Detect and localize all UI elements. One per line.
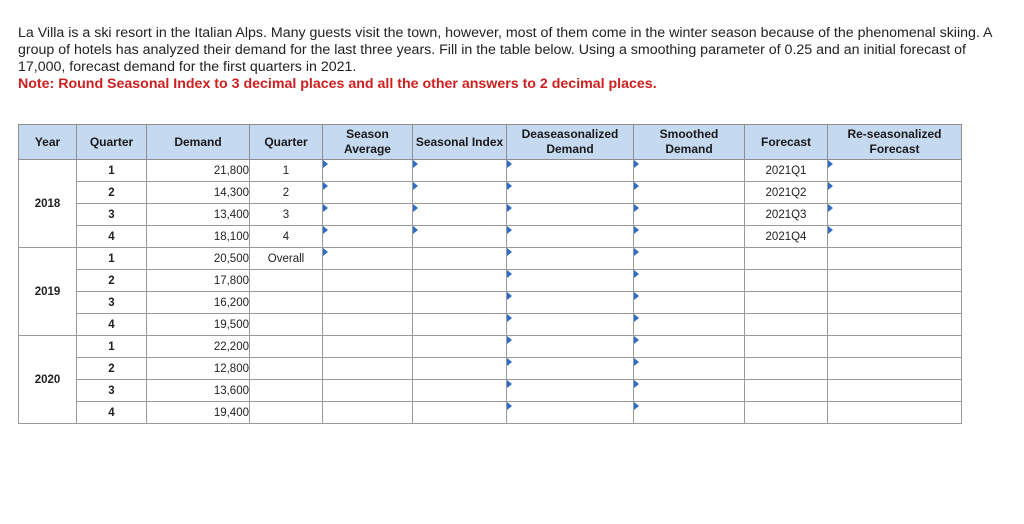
smoothed-demand-input[interactable] — [634, 336, 745, 358]
input-marker-icon — [413, 204, 418, 212]
input-marker-icon — [634, 270, 639, 278]
empty-cell — [828, 314, 962, 336]
input-marker-icon — [634, 402, 639, 410]
quarter-label-cell — [250, 314, 323, 336]
input-marker-icon — [323, 160, 328, 168]
deseasonalized-demand-input[interactable] — [507, 270, 634, 292]
deseasonalized-demand-input[interactable] — [507, 248, 634, 270]
header-seasonal-index: Seasonal Index — [413, 125, 507, 160]
input-marker-icon — [507, 292, 512, 300]
empty-cell — [323, 358, 413, 380]
quarter-label-cell: Overall — [250, 248, 323, 270]
demand-cell: 12,800 — [147, 358, 250, 380]
forecast-cell — [745, 402, 828, 424]
deseasonalized-demand-input[interactable] — [507, 226, 634, 248]
forecast-cell: 2021Q3 — [745, 204, 828, 226]
empty-cell — [413, 402, 507, 424]
header-quarter: Quarter — [77, 125, 147, 160]
quarter-cell: 3 — [77, 292, 147, 314]
deseasonalized-demand-input[interactable] — [507, 336, 634, 358]
reseasonalized-forecast-input[interactable] — [828, 160, 962, 182]
demand-cell: 14,300 — [147, 182, 250, 204]
header-smoothed-demand: Smoothed Demand — [634, 125, 745, 160]
forecast-cell: 2021Q1 — [745, 160, 828, 182]
input-marker-icon — [507, 226, 512, 234]
input-marker-icon — [507, 204, 512, 212]
input-marker-icon — [323, 248, 328, 256]
empty-cell — [413, 336, 507, 358]
deseasonalized-demand-input[interactable] — [507, 182, 634, 204]
header-year: Year — [19, 125, 77, 160]
quarter-label-cell — [250, 358, 323, 380]
reseasonalized-forecast-input[interactable] — [828, 204, 962, 226]
input-marker-icon — [413, 226, 418, 234]
input-marker-icon — [634, 336, 639, 344]
table-row — [19, 270, 962, 292]
input-marker-icon — [634, 314, 639, 322]
header-demand: Demand — [147, 125, 250, 160]
table-row — [19, 226, 962, 248]
smoothed-demand-input[interactable] — [634, 226, 745, 248]
empty-cell — [413, 358, 507, 380]
seasonal-index-input[interactable] — [413, 226, 507, 248]
quarter-label-cell — [250, 292, 323, 314]
header-deseasonalized-demand: Deaseasonalized Demand — [507, 125, 634, 160]
empty-cell — [828, 292, 962, 314]
input-marker-icon — [634, 204, 639, 212]
input-marker-icon — [413, 182, 418, 190]
quarter-cell: 4 — [77, 314, 147, 336]
input-marker-icon — [323, 226, 328, 234]
empty-cell — [828, 358, 962, 380]
reseasonalized-forecast-input[interactable] — [828, 226, 962, 248]
empty-cell — [323, 380, 413, 402]
input-marker-icon — [323, 204, 328, 212]
quarter-cell: 1 — [77, 336, 147, 358]
quarter-label-cell — [250, 380, 323, 402]
seasonal-index-input[interactable] — [413, 204, 507, 226]
season-average-input[interactable] — [323, 204, 413, 226]
season-average-input[interactable] — [323, 226, 413, 248]
header-quarter-2: Quarter — [250, 125, 323, 160]
empty-cell — [828, 248, 962, 270]
input-marker-icon — [323, 182, 328, 190]
demand-cell: 19,500 — [147, 314, 250, 336]
input-marker-icon — [507, 314, 512, 322]
table-row — [19, 380, 962, 402]
reseasonalized-forecast-input[interactable] — [828, 182, 962, 204]
deseasonalized-demand-input[interactable] — [507, 314, 634, 336]
input-marker-icon — [634, 292, 639, 300]
smoothed-demand-input[interactable] — [634, 204, 745, 226]
demand-cell: 22,200 — [147, 336, 250, 358]
input-marker-icon — [828, 204, 833, 212]
quarter-label-cell: 3 — [250, 204, 323, 226]
table-row — [19, 204, 962, 226]
empty-cell — [413, 248, 507, 270]
input-marker-icon — [634, 160, 639, 168]
quarter-label-cell: 4 — [250, 226, 323, 248]
quarter-label-cell: 1 — [250, 160, 323, 182]
table-row — [19, 160, 962, 182]
smoothed-demand-input[interactable] — [634, 380, 745, 402]
seasonal-index-input[interactable] — [413, 160, 507, 182]
smoothed-demand-input[interactable] — [634, 248, 745, 270]
demand-cell: 16,200 — [147, 292, 250, 314]
smoothed-demand-input[interactable] — [634, 314, 745, 336]
input-marker-icon — [507, 336, 512, 344]
demand-cell: 21,800 — [147, 160, 250, 182]
smoothed-demand-input[interactable] — [634, 160, 745, 182]
quarter-label-cell — [250, 270, 323, 292]
deseasonalized-demand-input[interactable] — [507, 204, 634, 226]
forecast-cell — [745, 336, 828, 358]
empty-cell — [413, 314, 507, 336]
demand-cell: 17,800 — [147, 270, 250, 292]
forecast-cell — [745, 314, 828, 336]
empty-cell — [323, 270, 413, 292]
demand-cell: 19,400 — [147, 402, 250, 424]
empty-cell — [413, 292, 507, 314]
demand-cell: 20,500 — [147, 248, 250, 270]
input-marker-icon — [634, 358, 639, 366]
season-average-input[interactable] — [323, 160, 413, 182]
table-row — [19, 402, 962, 424]
input-marker-icon — [634, 248, 639, 256]
deseasonalized-demand-input[interactable] — [507, 292, 634, 314]
deseasonalized-demand-input[interactable] — [507, 160, 634, 182]
header-season-average: Season Average — [323, 125, 413, 160]
empty-cell — [323, 314, 413, 336]
quarter-cell: 1 — [77, 160, 147, 182]
table-row — [19, 336, 962, 358]
input-marker-icon — [828, 182, 833, 190]
empty-cell — [413, 270, 507, 292]
smoothed-demand-input[interactable] — [634, 358, 745, 380]
input-marker-icon — [507, 160, 512, 168]
season-average-input[interactable] — [323, 182, 413, 204]
demand-cell: 13,600 — [147, 380, 250, 402]
input-marker-icon — [634, 380, 639, 388]
input-marker-icon — [828, 160, 833, 168]
empty-cell — [413, 380, 507, 402]
deseasonalized-demand-input[interactable] — [507, 380, 634, 402]
quarter-cell: 4 — [77, 226, 147, 248]
input-marker-icon — [507, 270, 512, 278]
problem-statement — [18, 25, 1008, 93]
year-cell: 2019 — [19, 248, 77, 336]
empty-cell — [828, 380, 962, 402]
smoothed-demand-input[interactable] — [634, 402, 745, 424]
header-forecast: Forecast — [745, 125, 828, 160]
table-row — [19, 314, 962, 336]
empty-cell — [323, 402, 413, 424]
header-row — [19, 125, 962, 160]
quarter-label-cell — [250, 402, 323, 424]
input-marker-icon — [507, 182, 512, 190]
smoothed-demand-input[interactable] — [634, 182, 745, 204]
forecast-cell: 2021Q2 — [745, 182, 828, 204]
forecast-cell — [745, 270, 828, 292]
season-average-input[interactable] — [323, 248, 413, 270]
input-marker-icon — [828, 226, 833, 234]
forecast-cell — [745, 380, 828, 402]
quarter-cell: 2 — [77, 182, 147, 204]
problem-note: Note: Round Seasonal Index to 3 decimal places and all the other answers to 2 decimal places. — [18, 76, 657, 92]
year-cell: 2020 — [19, 336, 77, 424]
forecast-cell: 2021Q4 — [745, 226, 828, 248]
forecast-cell — [745, 292, 828, 314]
year-cell: 2018 — [19, 160, 77, 248]
demand-cell: 18,100 — [147, 226, 250, 248]
empty-cell — [828, 402, 962, 424]
deseasonalized-demand-input[interactable] — [507, 402, 634, 424]
input-marker-icon — [413, 160, 418, 168]
demand-cell: 13,400 — [147, 204, 250, 226]
input-marker-icon — [507, 380, 512, 388]
input-marker-icon — [507, 402, 512, 410]
empty-cell — [323, 292, 413, 314]
forecast-table — [18, 124, 962, 424]
quarter-cell: 2 — [77, 270, 147, 292]
quarter-cell: 2 — [77, 358, 147, 380]
input-marker-icon — [507, 358, 512, 366]
quarter-label-cell: 2 — [250, 182, 323, 204]
table-row — [19, 182, 962, 204]
quarter-cell: 3 — [77, 204, 147, 226]
table-row — [19, 248, 962, 270]
input-marker-icon — [507, 248, 512, 256]
deseasonalized-demand-input[interactable] — [507, 358, 634, 380]
table-row — [19, 292, 962, 314]
forecast-cell — [745, 248, 828, 270]
table-row — [19, 358, 962, 380]
header-reseasonalized-forecast: Re-seasonalized Forecast — [828, 125, 962, 160]
quarter-cell: 3 — [77, 380, 147, 402]
smoothed-demand-input[interactable] — [634, 292, 745, 314]
problem-text: La Villa is a ski resort in the Italian Alps. Many guests visit the town, however, most of them come in the winter season because of the phenomenal skiing. A group of hotels has analyzed their demand for the last three years. Fill in the table below. Using a smoothing parameter of 0.25 and an initial forecast of 17,000, forecast demand for the first quarters in 2021. — [18, 25, 992, 75]
empty-cell — [323, 336, 413, 358]
input-marker-icon — [634, 182, 639, 190]
quarter-cell: 1 — [77, 248, 147, 270]
smoothed-demand-input[interactable] — [634, 270, 745, 292]
input-marker-icon — [634, 226, 639, 234]
empty-cell — [828, 270, 962, 292]
quarter-cell: 4 — [77, 402, 147, 424]
seasonal-index-input[interactable] — [413, 182, 507, 204]
forecast-cell — [745, 358, 828, 380]
empty-cell — [828, 336, 962, 358]
quarter-label-cell — [250, 336, 323, 358]
